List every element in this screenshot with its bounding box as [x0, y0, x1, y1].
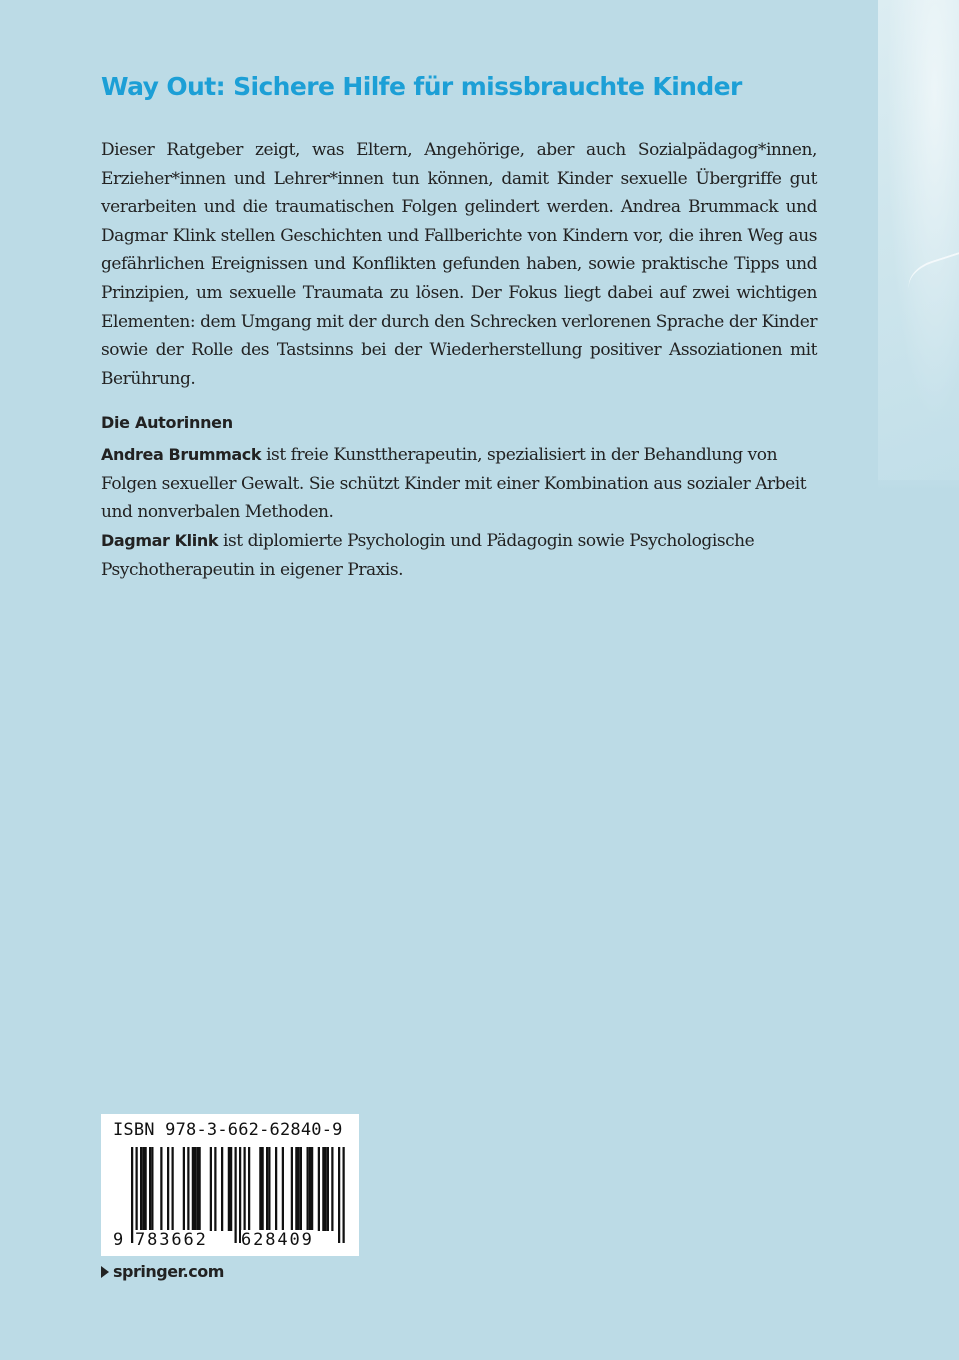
barcode-bar	[214, 1147, 216, 1231]
barcode-bar	[268, 1147, 270, 1231]
barcode-bar	[172, 1147, 174, 1231]
isbn-label: ISBN 978-3-662-62840-9	[113, 1120, 343, 1140]
author-bio	[101, 441, 817, 527]
publisher-website[interactable]	[101, 1262, 224, 1281]
cover-artwork-fragment	[878, 0, 959, 480]
website-label: springer.com	[113, 1262, 224, 1281]
barcode-bar	[307, 1147, 309, 1231]
barcode-digits-right: 628409	[241, 1230, 314, 1250]
barcode-bar	[331, 1147, 333, 1231]
barcode-bar	[244, 1147, 246, 1231]
barcode-bar	[266, 1147, 268, 1231]
barcode-bar	[295, 1147, 297, 1231]
barcode-bar	[210, 1147, 212, 1231]
barcode-bar	[136, 1147, 138, 1243]
barcode-bar	[192, 1147, 194, 1231]
barcode-bar	[145, 1147, 147, 1231]
barcode-bar	[235, 1147, 237, 1243]
barcode-bar	[151, 1147, 153, 1231]
author-name: Dagmar Klink	[101, 531, 219, 550]
barcode-bar	[228, 1147, 230, 1231]
barcode-bar	[239, 1147, 241, 1243]
cover-spine-artwork	[878, 0, 959, 1360]
barcode-bar	[338, 1147, 340, 1243]
barcode-bar	[309, 1147, 311, 1231]
barcode-bar	[259, 1147, 261, 1231]
barcode-bar	[142, 1147, 144, 1231]
barcode-bar	[300, 1147, 302, 1231]
barcode-bar	[160, 1147, 162, 1231]
barcode-bar	[167, 1147, 169, 1231]
barcode-bar	[194, 1147, 196, 1231]
barcode-bar	[327, 1147, 329, 1231]
barcode-bar	[131, 1147, 133, 1243]
barcode-bar	[343, 1147, 345, 1243]
barcode-bar	[221, 1147, 223, 1231]
barcode-bar	[248, 1147, 250, 1231]
barcode-bar	[262, 1147, 264, 1231]
barcode-bar	[298, 1147, 300, 1231]
barcode-bar	[230, 1147, 232, 1231]
barcode-bar	[149, 1147, 151, 1231]
barcode-bar	[199, 1147, 201, 1231]
author-name: Andrea Brummack	[101, 445, 262, 464]
barcode-bar	[325, 1147, 327, 1231]
book-description: Dieser Ratgeber zeigt, was Eltern, Angehörige, aber auch Sozialpädagog*innen, Erzieher*innen und Lehrer*innen tun können, damit Kinder sexuelle Übergriffe gut verarbeiten und die traumatischen Folgen gelindert werden. Andrea Brummack und Dagmar Klink stellen Geschichten und Fallberichte von Kindern vor, die ihren Weg aus gefährlichen Ereignissen und Konflikten gefunden haben, sowie praktische Tipps und Prinzipien, um sexuelle Traumata zu lösen. Der Fokus liegt dabei auf zwei wichtigen Elementen: dem Umgang mit der durch den Schrecken verlorenen Sprache der Kinder sowie der Rolle des Tastsinns bei der Wiederherstellung positiver Assoziationen mit Berührung.	[101, 140, 817, 389]
barcode-bar	[291, 1147, 293, 1231]
barcode-bar	[318, 1147, 320, 1231]
authors-heading: Die Autorinnen	[101, 413, 233, 432]
arrow-right-icon	[101, 1266, 109, 1278]
author-bio-text: ist diplomierte Psychologin und Pädagogin sowie Psychologische Psychotherapeutin in eigener Praxis.	[101, 531, 755, 580]
author-bio	[101, 527, 817, 584]
book-title: Way Out: Sichere Hilfe für missbrauchte Kinder	[101, 72, 742, 101]
barcode-bar	[322, 1147, 324, 1231]
barcode-digits-left: 783662	[135, 1230, 208, 1250]
barcode-bar	[311, 1147, 313, 1231]
barcode-bar	[275, 1147, 277, 1231]
author-bio-text: ist freie Kunsttherapeutin, spezialisiert in der Behandlung von Folgen sexueller Gewalt. Sie schützt Kinder mit einer Kombination aus sozialer Arbeit und nonverbalen Methoden.	[101, 445, 807, 523]
barcode-bar	[183, 1147, 185, 1231]
barcode-bar	[187, 1147, 189, 1231]
barcode-bar	[282, 1147, 284, 1231]
barcode-bar	[196, 1147, 198, 1231]
barcode-bar	[140, 1147, 142, 1231]
isbn-barcode	[101, 1114, 359, 1256]
barcode-digit-first: 9	[113, 1230, 124, 1250]
